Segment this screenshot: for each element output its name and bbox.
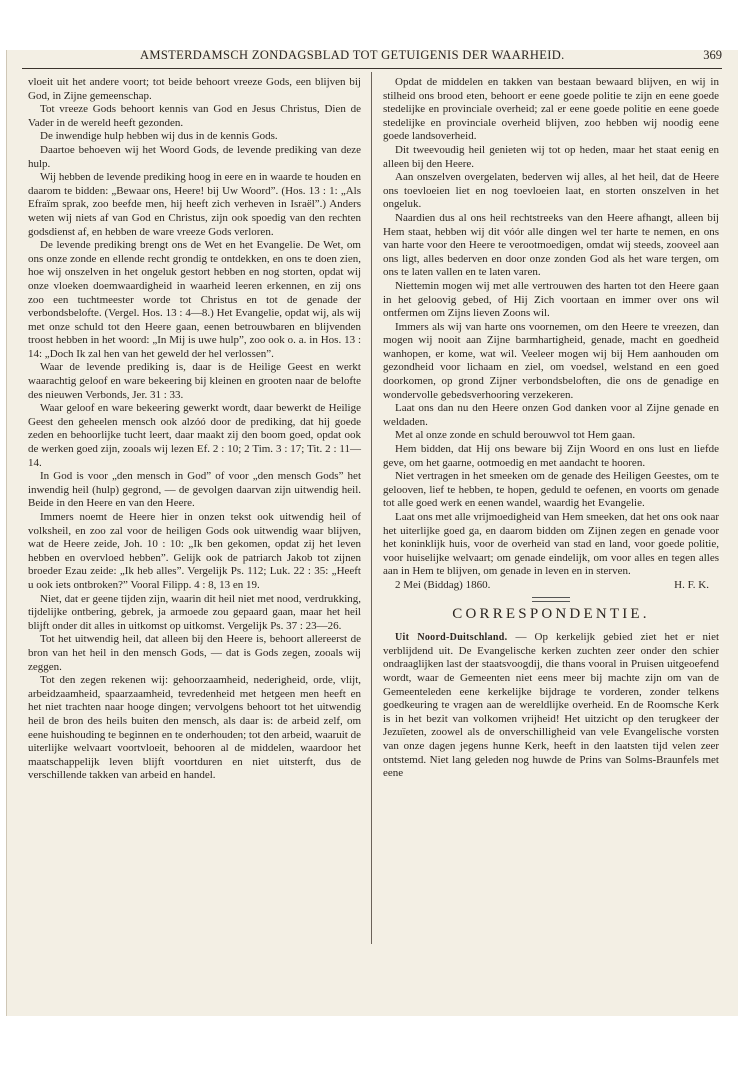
paragraph: Niet, dat er geene tijden zijn, waarin dit heil niet met nood, verdrukking, tijdelijke ontbering, gebrek, ja armoede zou gepaard gaan, maar het heil blijft onder dit alles in uitkomst op uitkomst. Vergelijk Ps. 37 : 23—26. (28, 592, 361, 632)
paragraph: Immers als wij van harte ons voornemen, om den Heere te vreezen, dan mogen wij nooit aan Zijne barmhartigheid, genade, macht en goedheid wanhopen, er kome, wat wil. Veeleer mogen wij bij Hem aanhouden om gezondheid voor lichaam en ziel, om voedsel, welstand en een goed doorkomen, op grond Zijner verbondsbeloften, die ons de genadige en wondervolle gebedsverhooring verzekeren. (383, 320, 719, 401)
paragraph: De inwendige hulp hebben wij dus in de kennis Gods. (40, 130, 278, 143)
paragraph: vloeit uit het andere voort; tot beide behoort vreeze Gods, een blijven bij God, in Zijne gemeenschap. (28, 76, 361, 102)
paragraph: Immers noemt de Heere hier in onzen tekst ook uitwendig heil of volksheil, en zoo zal voor de heiligen Gods ook uitwendig waar blijven, wat de Heere zeide, Joh. 10 : 10: „Ik ben gekomen, opdat zij het leven hebben en overvloed hebben”. Gelijk ook de patriarch Jakob tot zijnen broeder Ezau zeide: „Ik heb alles”. Vergelijk Ps. 112; Luk. 22 : 35: „Heeft u ook iets ontbroken?” Vooral Filipp. 4 : 8, 13 en 19. (28, 511, 361, 591)
paragraph: Tot vreeze Gods behoort kennis van God en Jesus Christus, Dien de Vader in de wereld heeft gezonden. (28, 103, 361, 129)
paragraph: Waar de levende prediking is, daar is de Heilige Geest en werkt waarachtig geloof en ware bekeering bij kleinen en grooten naar de belofte des nieuwen Verbonds, Jer. 31 : 33. (28, 361, 361, 401)
section-ornament (532, 597, 570, 602)
paragraph: De levende prediking brengt ons de Wet en het Evangelie. De Wet, om ons onze zonde en ellende recht grondig te ontdekken, en ons te doen zien, hoe wij onszelven in het ongeluk gestort hebben en nog storten, opdat wij onze vloeken doemwaardigheid in waarheid leeren erkennen, en zij ons zoo een tuchtmeester worde tot Christus en tot de genade der verbondsbelofte. (Vergel. Hos. 13 : 4—8.) Het Evangelie, opdat wij, als wij met onze schuld tot den Heere gaan, eenen betrouwbaren en blijvenden troost hebben in het woord: „In Mij is uwe hulp”, zoo ook o. a. in Hos. 13 : 14: „Doch Ik zal hen van het geweld der hel verlossen”. (28, 239, 361, 360)
correspondence-paragraph (383, 631, 719, 781)
paragraph: Laat ons met alle vrijmoedigheid van Hem smeeken, dat het ons ook naar het uiterlijke goed ga, en daarom bidden om Zijnen zegen en genade voor het koninklijk huis, voor de overheid van stad en land, voor goede politie, voor huiselijke welvaart; om genade eindelijk, om voor alles en tegen alles aan in Hem te blijven, om genade in leven en in sterven. (383, 511, 719, 578)
journal-title: AMSTERDAMSCH ZONDAGSBLAD TOT GETUIGENIS DER WAARHEID. (140, 48, 565, 62)
correspondence-text: — Op kerkelijk gebied ziet het er niet verblijdend uit. De Evangelische kerken zuchten zeer onder den schier ondraaglijken last der staatsvoogdij, die thans vooral in Pruisen uitgeoefend wordt, waar de Gemeenten niet eens meer bij machte zijn om van de Gemeenteleden eene kerkelijke bijdrage te vorderen, zonder telkens goedkeuring te vragen aan de wereldlijke overheid. En de Roomsche Kerk is in het bezit van volkomen vrijheid! Het uitzicht op den terugkeer der Jezuïeten, zoowel als de onverschilligheid van vele Evangelische vorsten van onze dagen jegens hunne Kerk, heeft in den laatsten tijd velen zeer ontstemd. Niet lang geleden nog huwde de Prins van Solms-Braunfels met eene (383, 631, 720, 780)
left-column (28, 76, 361, 783)
paragraph: Laat ons dan nu den Heere onzen God danken voor al Zijne genade en weldaden. (383, 402, 719, 428)
signature-date: 2 Mei (Biddag) 1860. (395, 578, 491, 591)
section-heading: CORRESPONDENTIE. (452, 605, 650, 622)
paragraph: Aan onszelven overgelaten, bederven wij alles, al het heil, dat de Heere ons toevloeien liet en nog toevloeien laat, en storten onszelven in het ongeluk. (383, 171, 719, 211)
paragraph: Tot den zegen rekenen wij: gehoorzaamheid, nederigheid, orde, vlijt, arbeidzaamheid, spaarzaamheid, tevredenheid met hetgeen men heeft en het niet trachten naar hooge dingen; vervolgens behoort tot het uitwendig heil de bron des heils buiten den mensch, als daar is: de arbeid zelf, om eene huishouding te beginnen en te onderhouden; tot den arbeid, waaruit de uiterlijke welvaart voortvloeit, behooren al de middelen, waardoor het maatschappelijk leven blijft voortduren en niet uitsterft, dus de verschillende takken van arbeid en handel. (28, 674, 361, 782)
paragraph: Tot het uitwendig heil, dat alleen bij den Heere is, behoort allereerst de bron van het heil in den mensch Gods, — dat is Gods zegen, zooals wij zeggen. (28, 633, 361, 673)
paragraph: Niettemin mogen wij met alle vertrouwen des harten tot den Heere gaan in het geloovig gebed, of Hij Zich voortaan en immer over ons wil ontfermen om Zijns lieven Zoons wil. (383, 279, 719, 320)
paragraph: Naardien dus al ons heil rechtstreeks van den Heere afhangt, alleen bij Hem staat, hebben wij dit vóór alle dingen wel ter harte te nemen, en ons van harte voor den Heere te verootmoedigen, omdat wij steeds, zooveel aan ons ligt, alles bederven en door onze zonden God als het ware tergen, om ons te laten vallen en te laten varen. (383, 211, 719, 279)
header-rule (22, 68, 722, 69)
signature-initials: H. F. K. (674, 578, 709, 591)
paragraph: Daartoe behoeven wij het Woord Gods, de levende prediking van deze hulp. (28, 143, 361, 170)
column-divider (371, 72, 372, 944)
signature-line (383, 579, 719, 593)
paragraph: Met al onze zonde en schuld berouwvol tot Hem gaan. (395, 429, 636, 442)
correspondence-place: Uit Noord-Duitschland. (395, 632, 508, 644)
page-number: 369 (703, 48, 722, 62)
paragraph: In God is voor „den mensch in God” of voor „den mensch Gods” het inwendig heil (hulp) gegrond, — de gevolgen daarvan zijn uitwendig heil. Beide in den Heere en van den Heere. (28, 470, 361, 510)
paragraph: Wij hebben de levende prediking hoog in eere en in waarde te houden en daarom te bidden: „Bewaar ons, Heere! bij Uw Woord”. (Hos. 13 : 1: „Als Efraïm sprak, zoo beefde men, hij heeft zich verheven in Israël”.) Anders weten wij niets af van God en Christus, zijn ook spoedig van den rechten godsdienst af, en hebben de ware vreeze Gods verloren. (28, 171, 361, 238)
paragraph: Dit tweevoudig heil genieten wij tot op heden, maar het staat eenig en alleen bij den Heere. (383, 143, 719, 170)
paragraph: Opdat de middelen en takken van bestaan bewaard blijven, en wij in stilheid ons brood eten, behoort er eene goede politie te zijn en eene goede stedelijke en provinciale overheid; zal er eene goede politie en eene goede stedelijke en provinciale overheid blijven, zoo hebben wij noodig eene goede landsoverheid. (383, 76, 719, 143)
paragraph: Waar geloof en ware bekeering gewerkt wordt, daar bewerkt de Heilige Geest den geheelen mensch ook alzóó door de prediking, dat hij goede zeden en behoorlijke tucht leert, daar maakt zij den boom goed, opdat ook de werken goed zijn, zooals wij lezen Ef. 2 : 10; 2 Tim. 3 : 17; Tit. 2 : 11—14. (28, 402, 361, 469)
running-header (140, 48, 722, 64)
paragraph: Niet vertragen in het smeeken om de genade des Heiligen Geestes, om te gelooven, lief te hebben, te hopen, geduld te oefenen, en voorts om genade tot alle goed werk en eenen wandel, waardig het Evangelie. (383, 470, 719, 510)
right-column (383, 76, 719, 781)
paragraph: Hem bidden, dat Hij ons beware bij Zijn Woord en ons lust en liefde geve, om het gaarne, ootmoedig en met aandacht te hooren. (383, 443, 719, 469)
